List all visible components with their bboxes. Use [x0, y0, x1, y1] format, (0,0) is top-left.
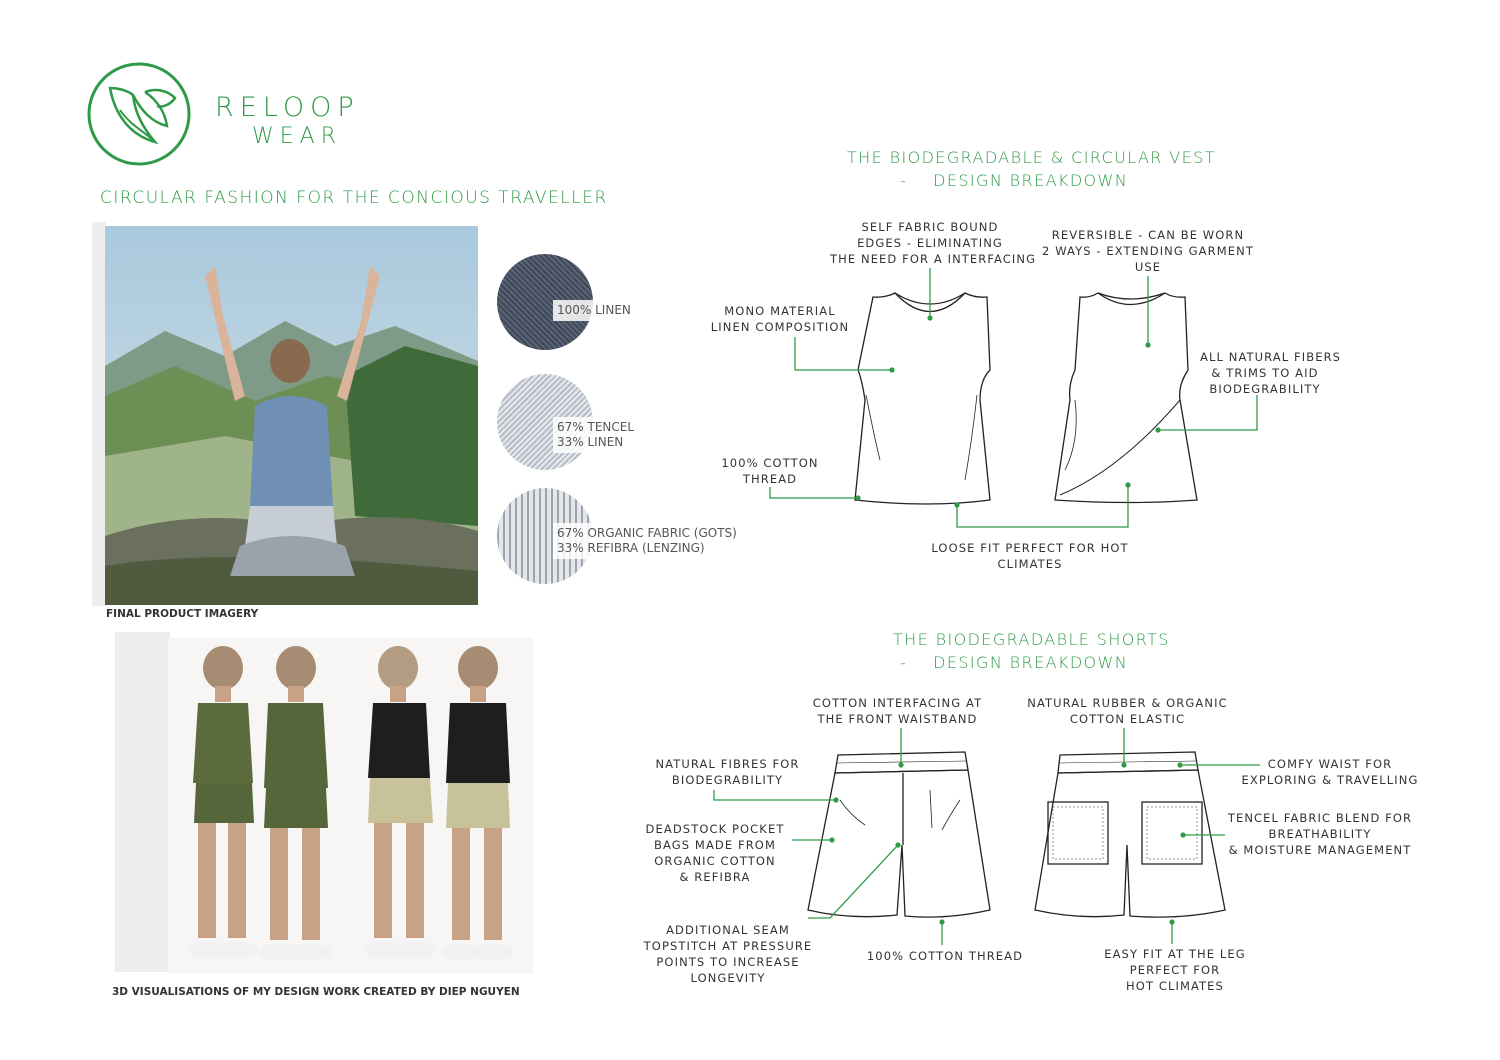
vest-back-flat [1055, 293, 1197, 503]
final-product-caption: FINAL PRODUCT IMAGERY [106, 608, 259, 620]
label-easy-fit: EASY FIT AT THE LEG PERFECT FOR HOT CLIMATES [1104, 947, 1246, 993]
swatch-label-tencel: 67% TENCEL 33% LINEN [553, 417, 638, 453]
label-mono-material: MONO MATERIAL LINEN COMPOSITION [710, 304, 850, 334]
label-rubber-elastic: NATURAL RUBBER & ORGANIC COTTON ELASTIC [1027, 696, 1228, 726]
brand-name-line2: WEAR [252, 124, 342, 149]
label-comfy-waist: COMFY WAIST FOR EXPLORING & TRAVELLING [1241, 757, 1419, 787]
swatch-label-linen: 100% LINEN [553, 300, 635, 321]
label-bound-edges: SELF FABRIC BOUND EDGES - ELIMINATING THE NEED FOR A INTERFACING [830, 220, 1037, 266]
label-seam-topstitch: ADDITIONAL SEAM TOPSTITCH AT PRESSURE POINTS TO INCREASE LONGEVITY [643, 923, 813, 985]
label-loose-fit: LOOSE FIT PERFECT FOR HOT CLIMATES [931, 541, 1129, 571]
label-interfacing: COTTON INTERFACING AT THE FRONT WAISTBAND [812, 696, 983, 726]
brand-tagline: CIRCULAR FASHION FOR THE CONCIOUS TRAVELLER [100, 188, 608, 208]
label-reversible: REVERSIBLE - CAN BE WORN 2 WAYS - EXTENDING GARMENT USE [1042, 228, 1254, 274]
label-vest-cotton-thread: 100% COTTON THREAD [721, 456, 819, 486]
vest-front-flat [855, 293, 990, 504]
label-tencel-blend: TENCEL FABRIC BLEND FOR BREATHABILITY & MOISTURE MANAGEMENT [1227, 811, 1413, 857]
brand-name-line1: RELOOP [215, 92, 360, 123]
shorts-front-flat [808, 752, 990, 917]
label-natural-fibres: NATURAL FIBRES FOR BIODEGRABILITY [655, 757, 800, 787]
label-shorts-cotton-thread: 100% COTTON THREAD [866, 949, 1024, 963]
leader-lines [714, 268, 1260, 945]
leader-dots [829, 315, 1185, 924]
visualisation-caption: 3D VISUALISATIONS OF MY DESIGN WORK CREATED BY DIEP NGUYEN [112, 986, 520, 998]
swatch-label-organic: 67% ORGANIC FABRIC (GOTS) 33% REFIBRA (LENZING) [553, 523, 741, 559]
vest-subtitle: - DESIGN BREAKDOWN [900, 171, 1129, 190]
shorts-title: THE BIODEGRADABLE SHORTS [893, 630, 1170, 649]
label-natural-fibers: ALL NATURAL FIBERS & TRIMS TO AID BIODEGRABILITY [1200, 350, 1342, 396]
label-pocket-bags: DEADSTOCK POCKET BAGS MADE FROM ORGANIC COTTON & REFIBRA [645, 822, 785, 884]
shorts-subtitle: - DESIGN BREAKDOWN [900, 653, 1129, 672]
vest-title: THE BIODEGRADABLE & CIRCULAR VEST [847, 148, 1216, 167]
